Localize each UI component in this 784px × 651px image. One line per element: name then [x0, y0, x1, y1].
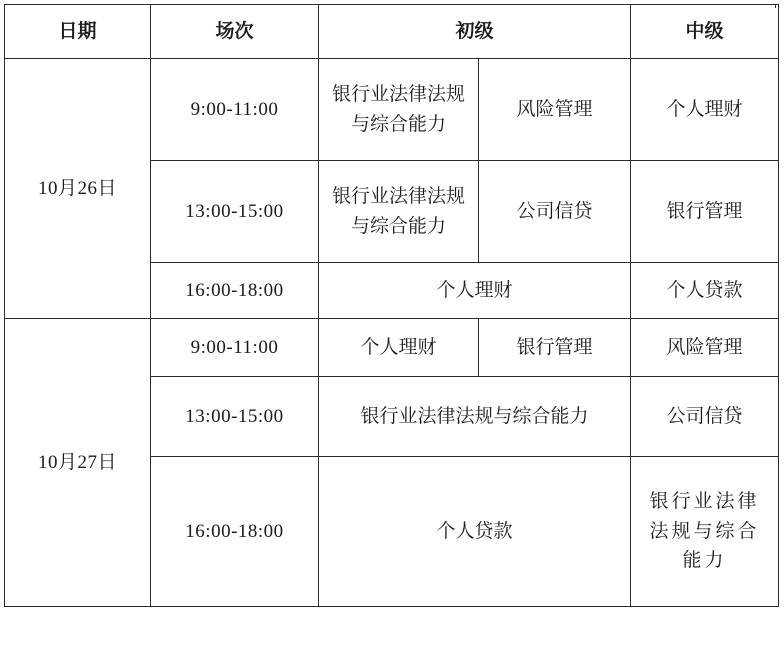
time-cell: 16:00-18:00	[151, 263, 319, 319]
primary-subject-a: 个人理财	[319, 319, 479, 377]
intermediate-subject: 银行业法律法规与综合能力	[631, 457, 779, 607]
intermediate-subject: 个人理财	[631, 59, 779, 161]
table-header-row	[5, 5, 779, 59]
primary-subject-b: 风险管理	[479, 59, 631, 161]
table-top-partial-border	[630, 4, 776, 8]
exam-schedule-table	[4, 4, 779, 607]
primary-subject-b: 公司信贷	[479, 161, 631, 263]
primary-subject-span: 个人理财	[319, 263, 631, 319]
header-session: 场次	[151, 5, 319, 59]
intermediate-subject: 风险管理	[631, 319, 779, 377]
intermediate-subject: 个人贷款	[631, 263, 779, 319]
intermediate-subject: 银行管理	[631, 161, 779, 263]
header-date: 日期	[5, 5, 151, 59]
time-cell: 16:00-18:00	[151, 457, 319, 607]
time-cell: 9:00-11:00	[151, 319, 319, 377]
primary-subject-b: 银行管理	[479, 319, 631, 377]
time-cell: 9:00-11:00	[151, 59, 319, 161]
header-primary: 初级	[319, 5, 631, 59]
date-cell-oct27: 10月27日	[5, 319, 151, 607]
document-page	[0, 4, 784, 651]
primary-subject-a: 银行业法律法规与综合能力	[319, 161, 479, 263]
time-cell: 13:00-15:00	[151, 377, 319, 457]
date-cell-oct26: 10月26日	[5, 59, 151, 319]
table-row	[5, 59, 779, 161]
primary-subject-span: 银行业法律法规与综合能力	[319, 377, 631, 457]
time-cell: 13:00-15:00	[151, 161, 319, 263]
intermediate-subject: 公司信贷	[631, 377, 779, 457]
header-intermediate: 中级	[631, 5, 779, 59]
table-row	[5, 319, 779, 377]
primary-subject-a: 银行业法律法规与综合能力	[319, 59, 479, 161]
primary-subject-span: 个人贷款	[319, 457, 631, 607]
